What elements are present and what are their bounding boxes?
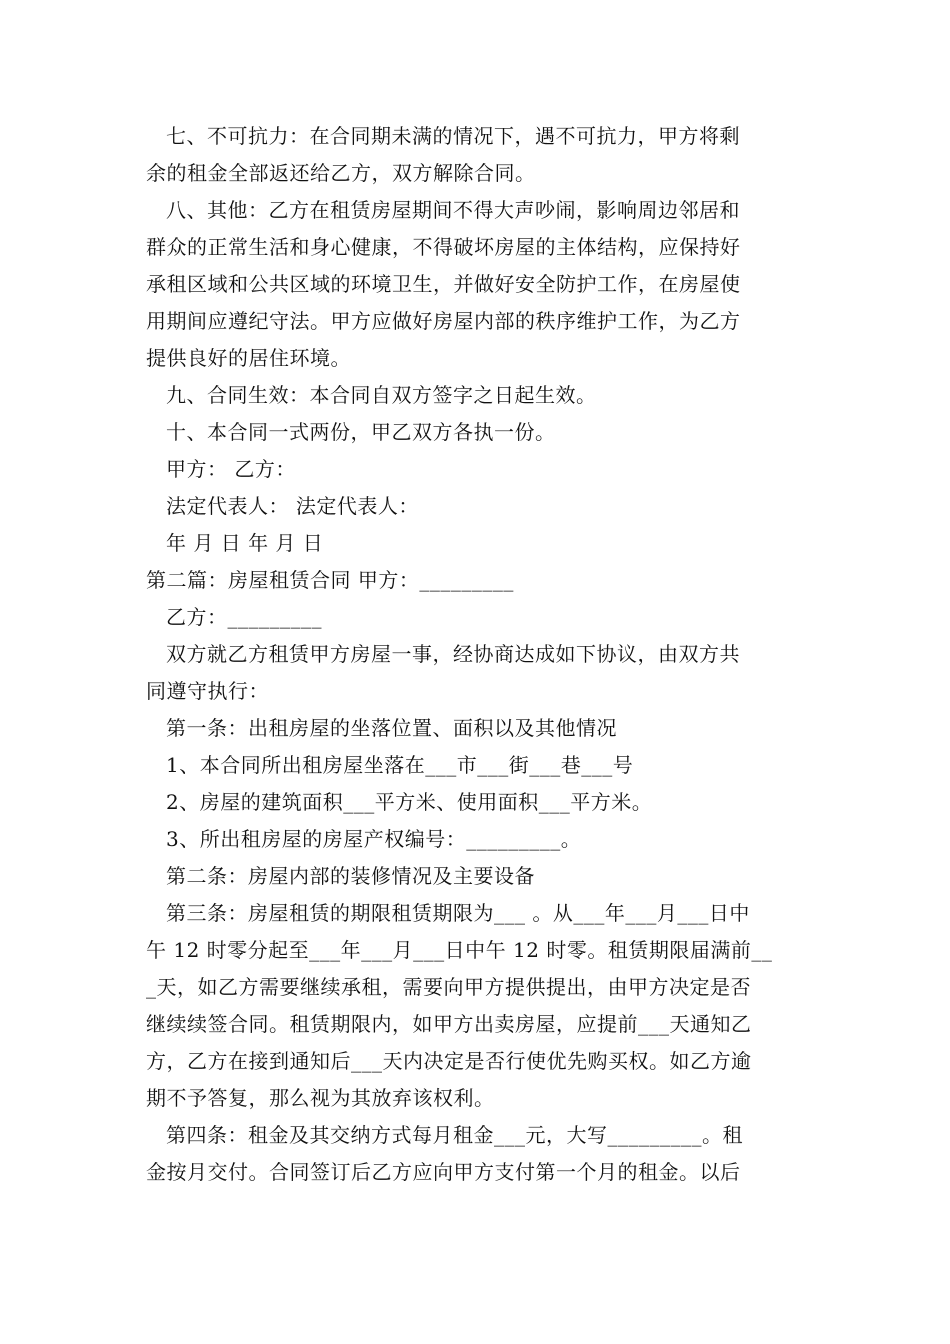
text-line: _天，如乙方需要继续承租，需要向甲方提供提出，由甲方决定是否 bbox=[146, 975, 751, 999]
text-line: 金按月交付。合同签订后乙方应向甲方支付第一个月的租金。以后 bbox=[146, 1160, 741, 1184]
text-line: 同遵守执行： bbox=[146, 679, 269, 703]
clause-copies: 十、本合同一式两份，甲乙双方各执一份。 bbox=[166, 420, 556, 444]
text-line: 用期间应遵纪守法。甲方应做好房屋内部的秩序维护工作，为乙方 bbox=[146, 309, 741, 333]
text-line: 第四条：租金及其交纳方式每月租金___元，大写_________。租 bbox=[166, 1123, 743, 1147]
text-line: 双方就乙方租赁甲方房屋一事，经协商达成如下协议，由双方共 bbox=[166, 642, 740, 666]
text-line: 方，乙方在接到通知后___天内决定是否行使优先购买权。如乙方逾 bbox=[146, 1049, 752, 1073]
article-3 bbox=[146, 895, 806, 1117]
text-line: 群众的正常生活和身心健康，不得破坏房屋的主体结构，应保持好 bbox=[146, 235, 741, 259]
text-line: 继续续签合同。租赁期限内，如甲方出卖房屋，应提前___天通知乙 bbox=[146, 1012, 752, 1036]
text-line: 期不予答复，那么视为其放弃该权利。 bbox=[146, 1086, 495, 1110]
article-1-heading: 第一条：出租房屋的坐落位置、面积以及其他情况 bbox=[166, 716, 617, 740]
clause-force-majeure bbox=[146, 118, 806, 192]
signature-representatives: 法定代表人： 法定代表人： bbox=[166, 494, 419, 518]
signature-parties: 甲方： 乙方： bbox=[166, 457, 296, 481]
text-line: 午 12 时零分起至___年___月___日中午 12 时零。租赁期限届满前__ bbox=[146, 938, 773, 962]
text-line: 八、其他：乙方在租赁房屋期间不得大声吵闹，影响周边邻居和 bbox=[166, 198, 740, 222]
text-line: 承租区域和公共区域的环境卫生，并做好安全防护工作，在房屋使 bbox=[146, 272, 741, 296]
document-page bbox=[146, 118, 806, 1191]
article-4 bbox=[146, 1117, 806, 1191]
signature-dates: 年 月 日 年 月 日 bbox=[166, 531, 324, 555]
article-1-item-3: 3、所出租房屋的房屋产权编号：_________。 bbox=[166, 827, 582, 851]
text-line: 七、不可抗力：在合同期未满的情况下，遇不可抗力，甲方将剩 bbox=[166, 124, 740, 148]
article-1-item-2: 2、房屋的建筑面积___平方米、使用面积___平方米。 bbox=[166, 790, 653, 814]
article-2-heading: 第二条：房屋内部的装修情况及主要设备 bbox=[166, 864, 535, 888]
text-line: 余的租金全部返还给乙方，双方解除合同。 bbox=[146, 161, 536, 185]
party-b-blank: 乙方：_________ bbox=[166, 605, 322, 629]
clause-effective: 九、合同生效：本合同自双方签字之日起生效。 bbox=[166, 383, 597, 407]
section-heading: 第二篇：房屋租赁合同 甲方：_________ bbox=[146, 568, 514, 592]
preamble bbox=[146, 636, 806, 710]
text-line: 第三条：房屋租赁的期限租赁期限为___ 。从___年___月___日中 bbox=[166, 901, 750, 925]
article-1-item-1: 1、本合同所出租房屋坐落在___市___街___巷___号 bbox=[166, 753, 634, 777]
text-line: 提供良好的居住环境。 bbox=[146, 346, 351, 370]
clause-other bbox=[146, 192, 806, 377]
